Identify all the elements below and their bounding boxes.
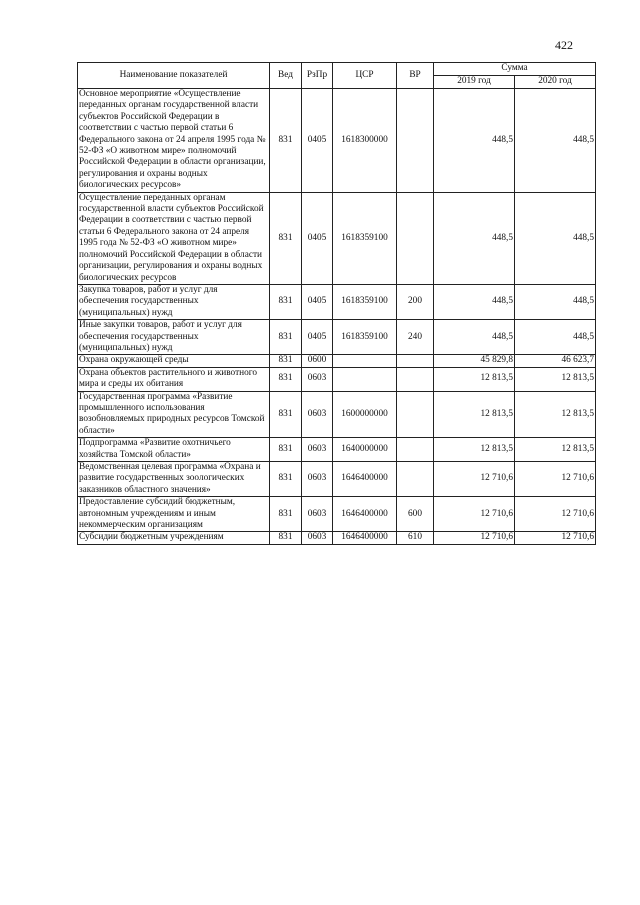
table-row <box>78 497 596 532</box>
row-sum-2020: 46 623,7 <box>515 355 596 367</box>
row-ved: 831 <box>270 391 302 438</box>
header-ved: Вед <box>270 63 302 89</box>
row-vr <box>397 438 434 462</box>
table-row <box>78 462 596 497</box>
row-rzpr: 0405 <box>302 89 333 193</box>
header-name: Наименование показателей <box>78 63 270 89</box>
row-sum-2020: 12 813,5 <box>515 391 596 438</box>
row-vr: 610 <box>397 532 434 544</box>
row-name: Охрана окружающей среды <box>78 355 270 367</box>
table-row <box>78 367 596 391</box>
row-name: Предоставление субсидий бюджетным, автономным учреждениям и иным некоммерческим организациям <box>78 497 270 532</box>
table-header <box>78 63 596 89</box>
row-rzpr: 0405 <box>302 192 333 284</box>
row-ved: 831 <box>270 367 302 391</box>
page-number: 422 <box>555 38 573 52</box>
row-csr: 1646400000 <box>333 462 397 497</box>
row-csr: 1640000000 <box>333 438 397 462</box>
row-csr: 1618300000 <box>333 89 397 193</box>
table-body <box>78 89 596 545</box>
row-sum-2019: 448,5 <box>434 284 515 319</box>
row-rzpr: 0405 <box>302 284 333 319</box>
row-csr: 1646400000 <box>333 497 397 532</box>
row-rzpr: 0603 <box>302 391 333 438</box>
table-row <box>78 532 596 544</box>
row-vr <box>397 391 434 438</box>
row-csr: 1618359100 <box>333 284 397 319</box>
header-vr: ВР <box>397 63 434 89</box>
row-vr <box>397 462 434 497</box>
row-sum-2019: 448,5 <box>434 89 515 193</box>
row-sum-2019: 448,5 <box>434 192 515 284</box>
header-year-2019: 2019 год <box>434 76 515 89</box>
row-name: Субсидии бюджетным учреждениям <box>78 532 270 544</box>
row-rzpr: 0603 <box>302 462 333 497</box>
row-sum-2020: 12 710,6 <box>515 462 596 497</box>
row-rzpr: 0603 <box>302 497 333 532</box>
table-row <box>78 284 596 319</box>
row-vr <box>397 367 434 391</box>
row-ved: 831 <box>270 284 302 319</box>
row-sum-2019: 12 710,6 <box>434 532 515 544</box>
header-rzpr: РзПр <box>302 63 333 89</box>
row-name: Государственная программа «Развитие промышленного использования возобновляемых природных ресурсов Томской области» <box>78 391 270 438</box>
row-name: Охрана объектов растительного и животного мира и среды их обитания <box>78 367 270 391</box>
header-sum: Сумма <box>434 63 596 76</box>
row-name: Ведомственная целевая программа «Охрана и развитие государственных зоологических заказников областного значения» <box>78 462 270 497</box>
table-row <box>78 192 596 284</box>
row-name: Основное мероприятие «Осуществление переданных органам государственной власти субъектов Российской Федерации в соответствии с частью первой статьи 6 Федерального закона от 24 апреля 1995 года № 52-ФЗ «О животном мире» полномочий Российской Федерации в области организации, регулирования и охраны водных биологических ресурсов» <box>78 89 270 193</box>
row-ved: 831 <box>270 89 302 193</box>
row-ved: 831 <box>270 532 302 544</box>
row-vr <box>397 355 434 367</box>
row-csr <box>333 355 397 367</box>
row-vr: 200 <box>397 284 434 319</box>
row-sum-2020: 12 813,5 <box>515 367 596 391</box>
row-sum-2020: 12 710,6 <box>515 532 596 544</box>
row-sum-2019: 12 813,5 <box>434 367 515 391</box>
row-sum-2019: 45 829,8 <box>434 355 515 367</box>
row-name: Закупка товаров, работ и услуг для обеспечения государственных (муниципальных) нужд <box>78 284 270 319</box>
row-sum-2020: 12 813,5 <box>515 438 596 462</box>
row-name: Иные закупки товаров, работ и услуг для обеспечения государственных (муниципальных) нужд <box>78 320 270 355</box>
row-ved: 831 <box>270 438 302 462</box>
row-rzpr: 0603 <box>302 438 333 462</box>
row-ved: 831 <box>270 320 302 355</box>
row-ved: 831 <box>270 355 302 367</box>
row-vr <box>397 192 434 284</box>
row-sum-2020: 448,5 <box>515 284 596 319</box>
row-csr: 1618359100 <box>333 320 397 355</box>
row-name: Подпрограмма «Развитие охотничьего хозяйства Томской области» <box>78 438 270 462</box>
row-sum-2019: 12 710,6 <box>434 497 515 532</box>
row-ved: 831 <box>270 462 302 497</box>
row-ved: 831 <box>270 497 302 532</box>
row-sum-2020: 448,5 <box>515 320 596 355</box>
table-row <box>78 89 596 193</box>
row-sum-2019: 12 710,6 <box>434 462 515 497</box>
table-row <box>78 438 596 462</box>
header-csr: ЦСР <box>333 63 397 89</box>
row-sum-2019: 12 813,5 <box>434 391 515 438</box>
table-row <box>78 355 596 367</box>
table-row <box>78 391 596 438</box>
row-rzpr: 0405 <box>302 320 333 355</box>
row-csr: 1600000000 <box>333 391 397 438</box>
row-sum-2020: 448,5 <box>515 89 596 193</box>
row-rzpr: 0603 <box>302 532 333 544</box>
table-row <box>78 320 596 355</box>
row-vr <box>397 89 434 193</box>
row-rzpr: 0600 <box>302 355 333 367</box>
row-rzpr: 0603 <box>302 367 333 391</box>
row-vr: 240 <box>397 320 434 355</box>
row-csr <box>333 367 397 391</box>
row-ved: 831 <box>270 192 302 284</box>
budget-table <box>77 62 596 545</box>
row-sum-2019: 12 813,5 <box>434 438 515 462</box>
row-sum-2019: 448,5 <box>434 320 515 355</box>
row-csr: 1646400000 <box>333 532 397 544</box>
header-year-2020: 2020 год <box>515 76 596 89</box>
row-vr: 600 <box>397 497 434 532</box>
row-name: Осуществление переданных органам государственной власти субъектов Российской Федерации в соответствии с частью первой статьи 6 Федерального закона от 24 апреля 1995 года № 52-ФЗ «О животном мире» полномочий Российской Федерации в области организации, регулирования и охраны водных биологических ресурсов <box>78 192 270 284</box>
row-sum-2020: 12 710,6 <box>515 497 596 532</box>
row-sum-2020: 448,5 <box>515 192 596 284</box>
row-csr: 1618359100 <box>333 192 397 284</box>
